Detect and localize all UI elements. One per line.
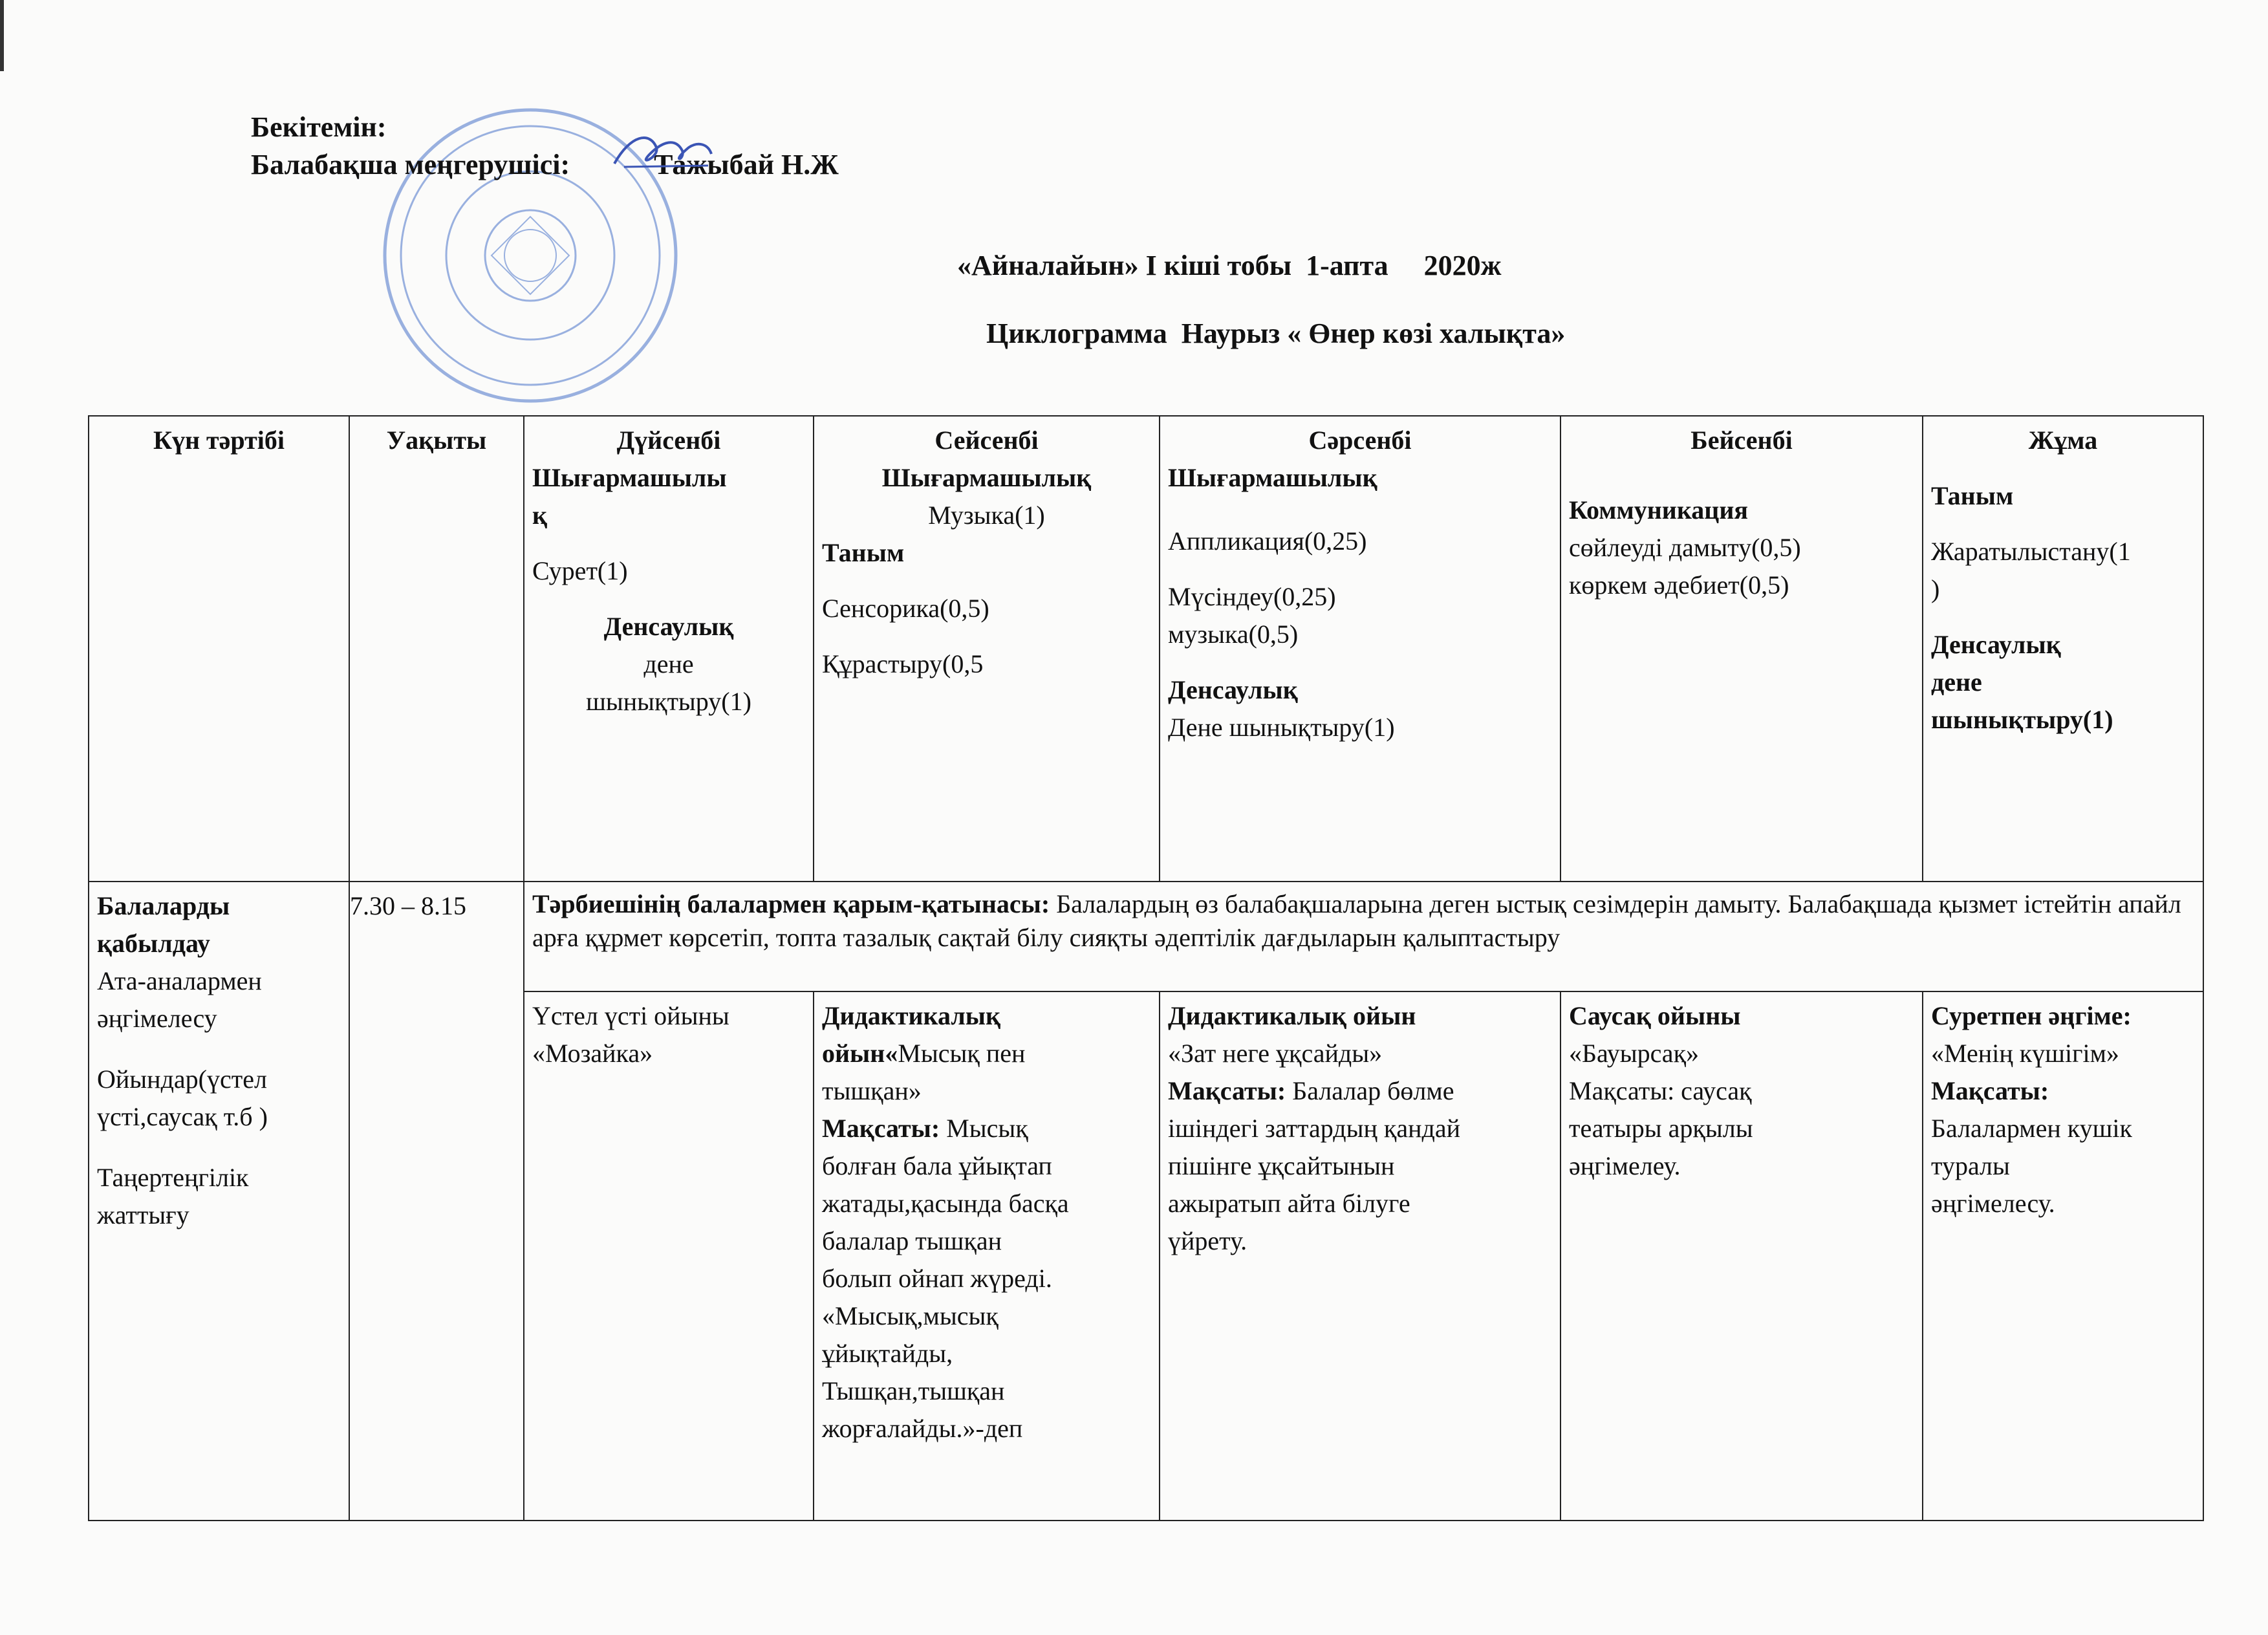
reception-row	[89, 882, 2203, 991]
approve-label: Бекітемін:	[251, 111, 387, 143]
col-tuesday: Сейсенбі Шығармашылық Музыка(1) Таным Сенсорика(0,5) Құрастыру(0,5	[814, 416, 1160, 882]
scan-edge-mark	[0, 0, 4, 71]
thursday-game-cell: Саусақ ойыны «Бауырсақ» Мақсаты: саусақ театыры арқылы әңгімелеу.	[1561, 991, 1923, 1521]
head-name: Тажыбай Н.Ж	[654, 149, 839, 180]
col-friday: Жұма Таным Жаратылыстану(1 ) Денсаулық дене шынықтыру(1)	[1923, 416, 2203, 882]
document-subtitle: Циклограмма Наурыз « Өнер көзі халықта»	[986, 318, 1566, 349]
col-regime: Күн тәртібі	[89, 416, 349, 882]
teacher-intro-cell: Тәрбиешінің балалармен қарым-қатынасы: Балалардың өз балабақшаларына деген ыстық сезімдерін дамыту. Балабақшада қызмет істейтін апайл арға құрмет көрсетіп, топта тазалық сақтай білу сияқты әдептілік дағдыларын қалыптастыру	[524, 882, 2203, 991]
time-cell: 7.30 – 8.15	[349, 882, 524, 1521]
regime-reception-cell: Балаларды қабылдау Ата-аналармен әңгімелесу Ойындар(үстел үсті,саусақ т.б ) Таңертеңгілік жаттығу	[89, 882, 349, 1521]
approval-block	[251, 109, 839, 184]
header-row	[89, 416, 2203, 882]
head-label: Балабақша меңгерушісі:	[251, 149, 570, 180]
wednesday-game-cell: Дидактикалық ойын «Зат неге ұқсайды» Мақсаты: Балалар бөлме ішіндегі заттардың қандай пішінге ұқсайтынын ажыратып айта білуге үйрету.	[1160, 991, 1561, 1521]
col-thursday: Бейсенбі Коммуникация сөйлеуді дамыту(0,5) көркем әдебиет(0,5)	[1561, 416, 1923, 882]
schedule-table	[88, 415, 2204, 1521]
signature-icon	[611, 128, 715, 173]
document-title: «Айналайын» І кіші тобы 1-апта 2020ж	[957, 250, 1502, 281]
col-monday: Дүйсенбі Шығармашылы қ Сурет(1) Денсаулық дене шынықтыру(1)	[524, 416, 814, 882]
col-time: Уақыты	[349, 416, 524, 882]
monday-game-cell: Үстел үсті ойыны «Мозайка»	[524, 991, 814, 1521]
col-wednesday: Сәрсенбі Шығармашылық Аппликация(0,25) Мүсіндеу(0,25) музыка(0,5) Денсаулық Дене шынықтыру(1)	[1160, 416, 1561, 882]
friday-game-cell: Суретпен әңгіме: «Менің күшігім» Мақсаты: Балалармен кушік туралы әңгімелесу.	[1923, 991, 2203, 1521]
tuesday-game-cell: Дидактикалық ойын«Мысық пен тышқан» Мақсаты: Мысық болған бала ұйықтап жатады,қасында басқа балалар тышқан болып ойнап жүреді. «Мысық,мысық ұйықтайды, Тышқан,тышқан жорғалайды.»-деп	[814, 991, 1160, 1521]
